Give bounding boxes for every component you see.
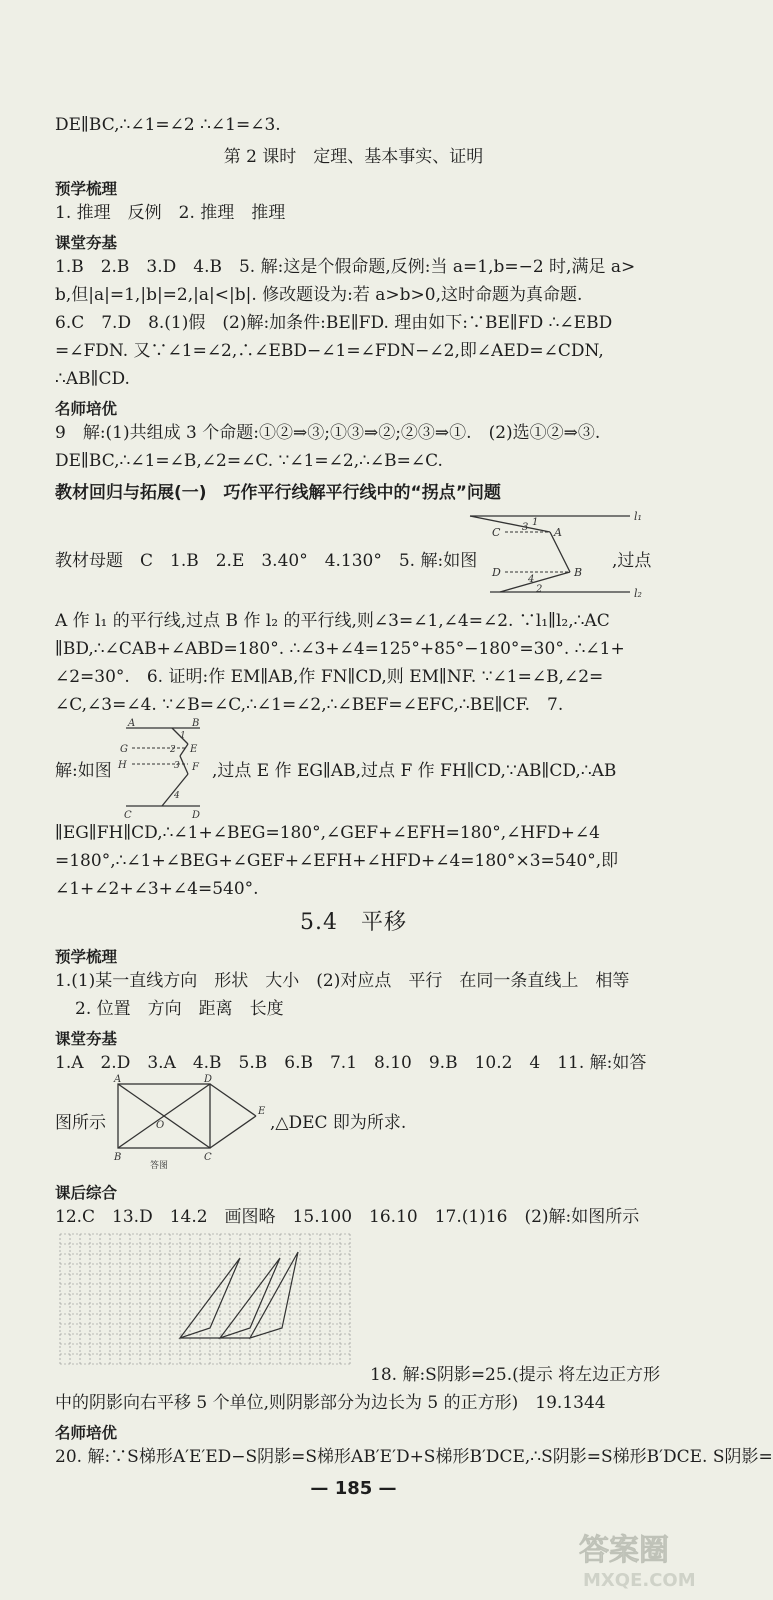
fig3-label: D — [204, 1074, 213, 1085]
text-line: 中的阴影向右平移 5 个单位,则阴影部分为边长为 5 的正方形) 19.1344 — [55, 1393, 606, 1413]
text-line: DE∥BC,∴∠1=∠B,∠2=∠C. ∵∠1=∠2,∴∠B=∠C. — [55, 451, 443, 471]
fig2-label: B — [192, 718, 200, 729]
fig2-label: F — [192, 762, 199, 773]
text-line: =∠FDN. 又∵∠1=∠2,∴∠EBD−∠1=∠FDN−∠2,即∠AED=∠CDN, — [55, 341, 604, 361]
fig1-label: 1 — [532, 517, 539, 528]
text-line: ,△DEC 即为所求. — [270, 1113, 407, 1133]
section-heading: 预学梳理 — [55, 948, 118, 966]
page-number: — 185 — — [310, 1478, 397, 1499]
text-line: 解:如图 — [55, 761, 112, 781]
fig1-label: D — [492, 566, 501, 579]
fig2-label: 2 — [170, 745, 176, 755]
translation-figure — [110, 1074, 270, 1170]
text-line: 1. 推理 反例 2. 推理 推理 — [55, 203, 286, 223]
fig1-label: B — [574, 566, 583, 579]
section-title: 第 2 课时 定理、基本事实、证明 — [223, 147, 484, 167]
fig2-label: G — [120, 744, 128, 755]
text-line: ,过点 E 作 EG∥AB,过点 F 作 FH∥CD,∵AB∥CD,∴AB — [212, 761, 617, 781]
fig3-label: O — [156, 1120, 165, 1131]
text-line: 18. 解:S阴影=25.(提示 将左边正方形 — [370, 1365, 661, 1385]
section-heading: 课后综合 — [55, 1184, 118, 1202]
text-line: DE∥BC,∴∠1=∠2 ∴∠1=∠3. — [55, 115, 281, 135]
text-line: ∠2=30°. 6. 证明:作 EM∥AB,作 FN∥CD,则 EM∥NF. ∵∠1=∠B,∠2= — [55, 667, 604, 687]
fig3-label: B — [114, 1152, 122, 1163]
text-line: 1.B 2.B 3.D 4.B 5. 解:这是个假命题,反例:当 a=1,b=−2 时,满足 a> — [55, 257, 636, 277]
text-line: 20. 解:∵S梯形A′E′ED−S阴影=S梯形AB′E′D+S梯形B′DCE,∴S阴影=S梯形B′DCE. S阴影= — [55, 1447, 773, 1467]
watermark-logo — [569, 1524, 699, 1594]
text-line: 2. 位置 方向 距离 长度 — [75, 999, 284, 1019]
fig1-label: 3 — [522, 522, 529, 533]
section-heading: 课堂夯基 — [55, 1030, 118, 1048]
text-line: ∴AB∥CD. — [55, 369, 130, 389]
section-heading: 名师培优 — [55, 1424, 118, 1442]
fig3-caption: 答图 — [150, 1161, 169, 1171]
fig2-label: A — [128, 718, 136, 729]
fig1-label: A — [554, 526, 562, 539]
text-line: 1.A 2.D 3.A 4.B 5.B 6.B 7.1 8.10 9.B 10.2 4 11. 解:如答 — [55, 1053, 647, 1073]
text-line: 教材母题 C 1.B 2.E 3.40° 4.130° 5. 解:如图 — [55, 551, 478, 571]
text-line: 9 解:(1)共组成 3 个命题:①②⇒③;①③⇒②;②③⇒①. (2)选①②⇒③. — [55, 423, 601, 443]
fig2-label: D — [192, 810, 201, 821]
topic-banner: 教材回归与拓展(一) 巧作平行线解平行线中的“拐点”问题 — [55, 483, 501, 503]
bent-line-figure — [112, 718, 212, 820]
section-heading: 课堂夯基 — [55, 234, 118, 252]
fig1-label: 4 — [528, 574, 535, 585]
text-line: b,但|a|=1,|b|=2,|a|<|b|. 修改题设为:若 a>b>0,这时命题为真命题. — [55, 285, 583, 305]
fig2-label: 3 — [174, 761, 180, 771]
watermark-text: 答案圈 — [579, 1533, 669, 1568]
text-line: =180°,∴∠1+∠BEG+∠GEF+∠EFH+∠HFD+∠4=180°×3=540°,即 — [55, 851, 619, 871]
text-line: ∠C,∠3=∠4. ∵∠B=∠C,∴∠1=∠2,∴∠BEF=∠EFC,∴BE∥CF. 7. — [55, 695, 564, 715]
text-line: ∠1+∠2+∠3+∠4=540°. — [55, 879, 259, 899]
watermark-url: MXQE.COM — [583, 1570, 696, 1591]
fig2-label: C — [124, 810, 132, 821]
text-line: A 作 l₁ 的平行线,过点 B 作 l₂ 的平行线,则∠3=∠1,∠4=∠2. ∵l₁∥l₂,∴AC — [55, 611, 610, 631]
fig3-label: A — [114, 1074, 122, 1085]
text-line: 6.C 7.D 8.(1)假 (2)解:加条件:BE∥FD. 理由如下:∵BE∥FD ∴∠EBD — [55, 313, 613, 333]
fig2-label: 4 — [174, 791, 180, 801]
text-line: ∥EG∥FH∥CD,∴∠1+∠BEG=180°,∠GEF+∠EFH=180°,∠HFD+∠4 — [55, 823, 600, 843]
text-line: 图所示 — [55, 1113, 106, 1133]
text-line: 1.(1)某一直线方向 形状 大小 (2)对应点 平行 在同一条直线上 相等 — [55, 971, 630, 991]
fig2-label: E — [190, 744, 198, 755]
section-heading: 预学梳理 — [55, 180, 118, 198]
section-heading: 名师培优 — [55, 400, 118, 418]
fig2-label: 1 — [180, 731, 186, 741]
text-line: ∥BD,∴∠CAB+∠ABD=180°. ∴∠3+∠4=125°+85°−180°=30°. ∴∠1+ — [55, 639, 625, 659]
fig1-label: l₁ — [634, 510, 642, 523]
grid-figure — [60, 1234, 352, 1368]
section-title: 5.4 平移 — [300, 910, 407, 935]
text-line: ,过点 — [612, 551, 652, 571]
fig3-label: E — [258, 1106, 266, 1117]
fig1-label: 2 — [536, 584, 543, 595]
text-line: 12.C 13.D 14.2 画图略 15.100 16.10 17.(1)16 (2)解:如图所示 — [55, 1207, 640, 1227]
fig1-label: l₂ — [634, 587, 642, 600]
page-number-value: 185 — [334, 1478, 373, 1499]
fig2-label: H — [118, 760, 127, 771]
fig3-label: C — [204, 1152, 212, 1163]
fig1-label: C — [492, 526, 501, 539]
